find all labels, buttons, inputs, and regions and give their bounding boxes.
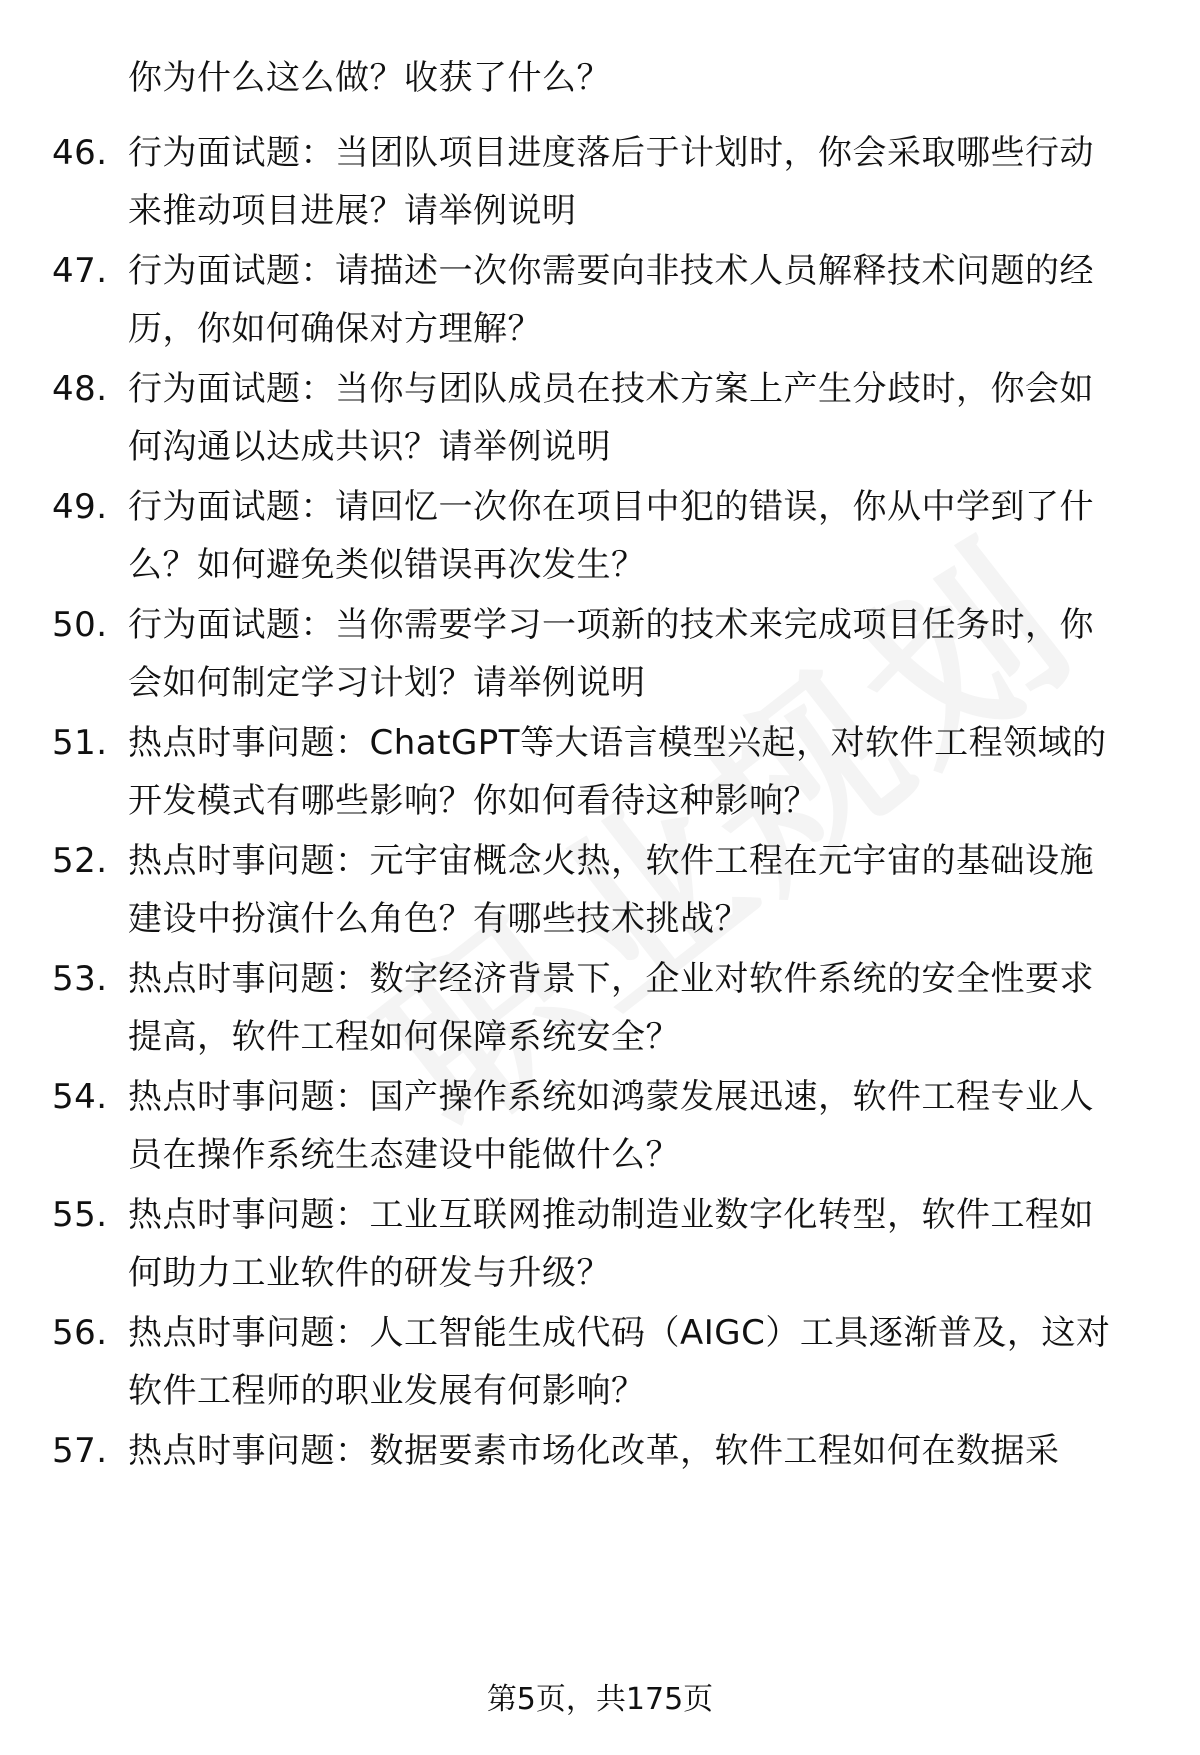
- question-number: 48.: [52, 369, 108, 409]
- question-number: 47.: [52, 251, 108, 291]
- question-number: 46.: [52, 133, 108, 173]
- question-line: 行为面试题：当团队项目进度落后于计划时，你会采取哪些行动: [128, 133, 1094, 173]
- question-line: 提高，软件工程如何保障系统安全？: [128, 1017, 680, 1057]
- question-line: 建设中扮演什么角色？有哪些技术挑战？: [128, 899, 749, 939]
- question-line: 行为面试题：请回忆一次你在项目中犯的错误，你从中学到了什: [128, 487, 1094, 527]
- question-text: [128, 1186, 1138, 1302]
- question-line: 么？如何避免类似错误再次发生？: [128, 545, 646, 585]
- question-line: 热点时事问题：数据要素市场化改革，软件工程如何在数据采: [128, 1431, 1060, 1471]
- question-line: 热点时事问题：元宇宙概念火热，软件工程在元宇宙的基础设施: [128, 841, 1094, 881]
- page-footer: 第5页，共175页: [486, 1682, 714, 1717]
- question-number: 49.: [52, 487, 108, 527]
- question-number: 51.: [52, 723, 108, 763]
- question-line: 行为面试题：当你需要学习一项新的技术来完成项目任务时，你: [128, 605, 1094, 645]
- question-line: 行为面试题：当你与团队成员在技术方案上产生分歧时，你会如: [128, 369, 1094, 409]
- question-line: 热点时事问题：ChatGPT等大语言模型兴起，对软件工程领域的: [128, 723, 1107, 763]
- question-line: 热点时事问题：工业互联网推动制造业数字化转型，软件工程如: [128, 1195, 1094, 1235]
- question-line: 来推动项目进展？请举例说明: [128, 191, 577, 231]
- question-text: [128, 242, 1138, 358]
- question-line: 热点时事问题：数字经济背景下，企业对软件系统的安全性要求: [128, 959, 1094, 999]
- question-text: [128, 124, 1138, 240]
- question-text: [128, 950, 1138, 1066]
- question-line: 何沟通以达成共识？请举例说明: [128, 427, 611, 467]
- question-text: [128, 1422, 1138, 1480]
- question-number: 56.: [52, 1313, 108, 1353]
- continuation-text: 你为什么这么做？收获了什么？: [128, 58, 611, 98]
- question-line: 热点时事问题：人工智能生成代码（AIGC）工具逐渐普及，这对: [128, 1313, 1111, 1353]
- question-number: 57.: [52, 1431, 108, 1471]
- question-text: [128, 714, 1138, 830]
- question-line: 开发模式有哪些影响？你如何看待这种影响？: [128, 781, 818, 821]
- question-number: 50.: [52, 605, 108, 645]
- question-number: 55.: [52, 1195, 108, 1235]
- question-text: [128, 1068, 1138, 1184]
- question-line: 员在操作系统生态建设中能做什么？: [128, 1135, 680, 1175]
- question-line: 热点时事问题：国产操作系统如鸿蒙发展迅速，软件工程专业人: [128, 1077, 1094, 1117]
- question-text: [128, 1304, 1138, 1420]
- question-line: 软件工程师的职业发展有何影响？: [128, 1371, 646, 1411]
- question-line: 会如何制定学习计划？请举例说明: [128, 663, 646, 703]
- question-number: 53.: [52, 959, 108, 999]
- question-number: 52.: [52, 841, 108, 881]
- question-line: 历，你如何确保对方理解？: [128, 309, 542, 349]
- question-text: [128, 360, 1138, 476]
- question-line: 行为面试题：请描述一次你需要向非技术人员解释技术问题的经: [128, 251, 1094, 291]
- question-text: [128, 832, 1138, 948]
- question-text: [128, 596, 1138, 712]
- question-text: [128, 478, 1138, 594]
- question-line: 何助力工业软件的研发与升级？: [128, 1253, 611, 1293]
- question-number: 54.: [52, 1077, 108, 1117]
